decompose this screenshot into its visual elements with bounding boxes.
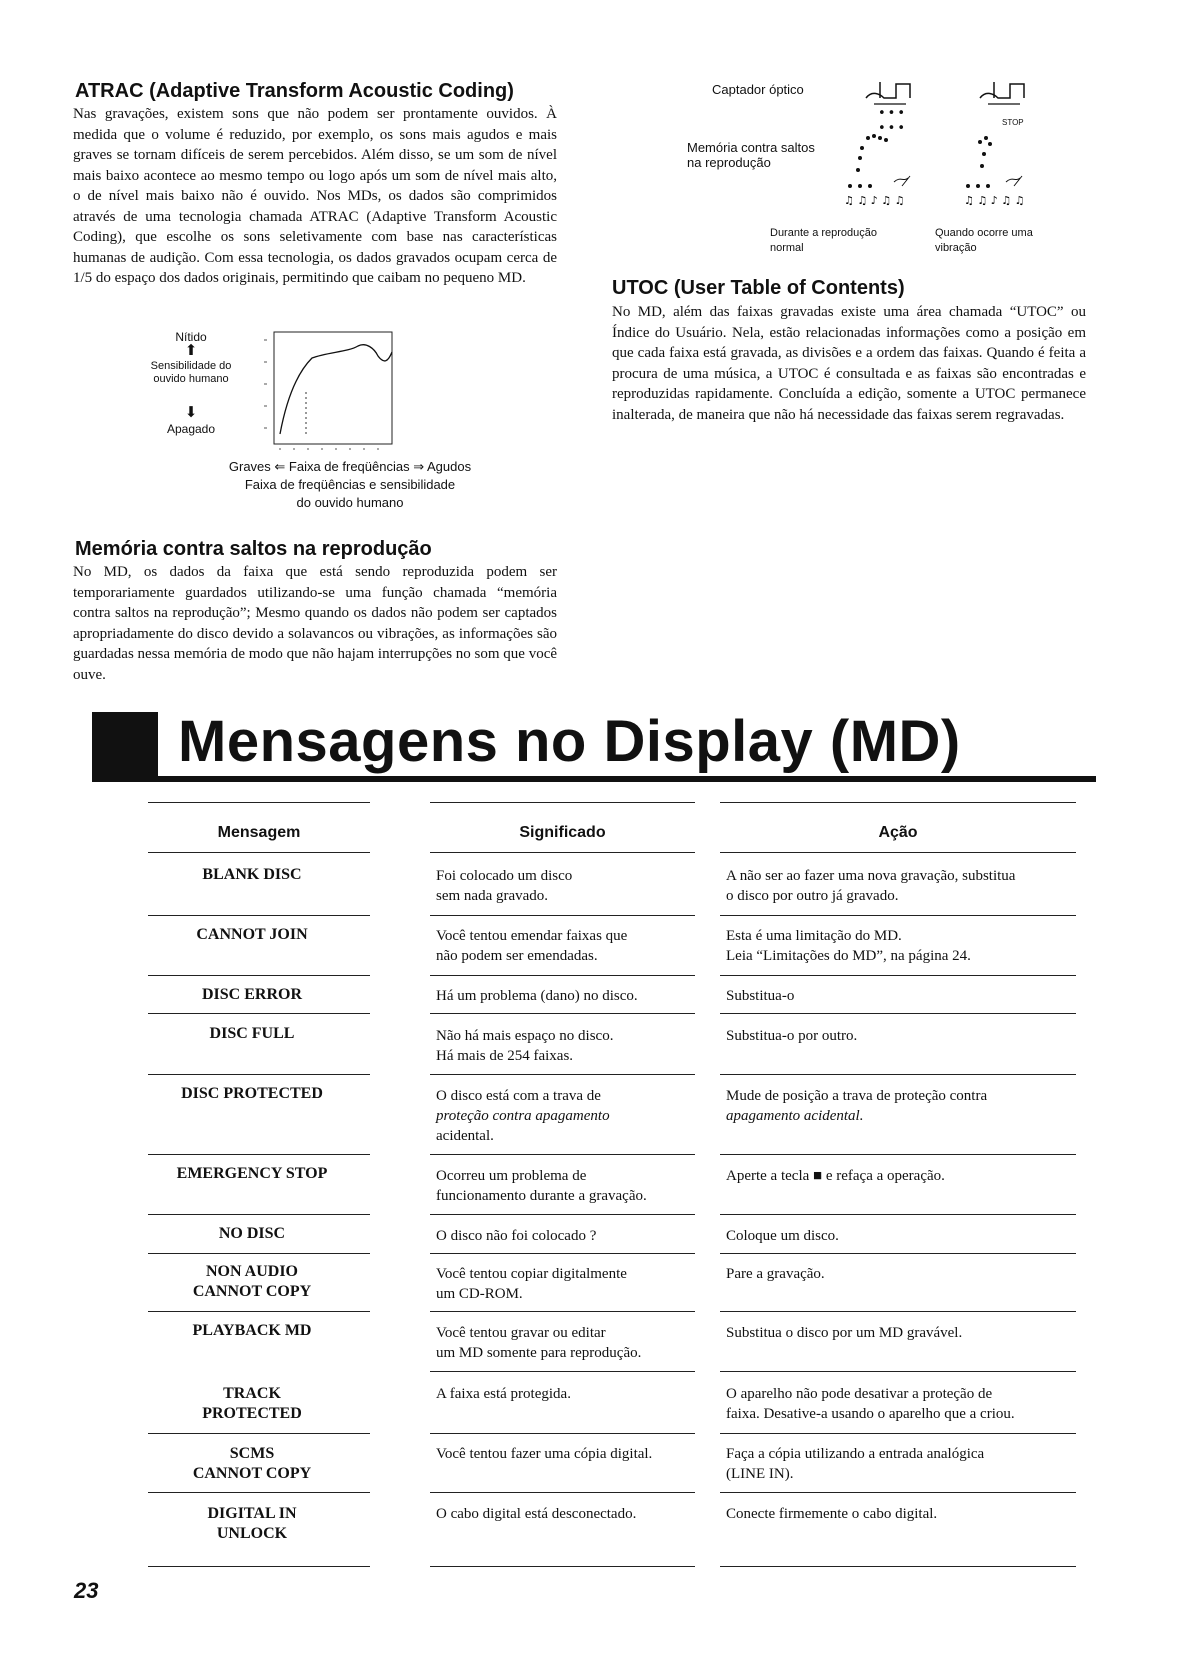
acao-line: Pare a gravação.: [726, 1266, 825, 1282]
header-rule: [430, 852, 695, 853]
table-row-message: NO DISC: [218, 1225, 286, 1242]
table-row-acao: [726, 1166, 1076, 1186]
row-rule: [720, 1433, 1076, 1434]
banner-block: [92, 712, 158, 778]
message-line: DIGITAL IN: [207, 1505, 297, 1522]
significado-line: Há um problema (dano) no disco.: [436, 988, 638, 1004]
acao-line: faixa. Desative-a usando o aparelho que a criou.: [726, 1406, 1015, 1422]
message-line: PROTECTED: [202, 1405, 302, 1422]
table-row-significado: [436, 1384, 694, 1404]
significado-line: Ocorreu um problema de: [436, 1168, 587, 1184]
row-rule: [148, 1253, 370, 1254]
row-rule: [148, 1214, 370, 1215]
row-rule: [148, 1433, 370, 1434]
row-rule: [720, 1013, 1076, 1014]
acao-line: Esta é uma limitação do MD.: [726, 928, 902, 944]
acao-line: Substitua-o: [726, 988, 795, 1004]
table-top-rule: [720, 802, 1076, 803]
caption-normal-1: Durante a reprodução: [770, 227, 878, 239]
optical-pickup-icon: [862, 74, 912, 108]
significado-line: O disco está com a trava de: [436, 1088, 601, 1104]
row-rule: [720, 1566, 1076, 1567]
table-row-message: DISC ERROR: [201, 986, 302, 1003]
significado-line: acidental.: [436, 1128, 494, 1144]
memory-label-1: Memória contra saltos: [687, 140, 815, 155]
acao-line: o disco por outro já gravado.: [726, 888, 899, 904]
buffer-normal-illustration: [838, 128, 948, 208]
row-rule: [430, 1154, 695, 1155]
row-rule: [148, 1074, 370, 1075]
acao-line: Substitua o disco por um MD gravável.: [726, 1325, 963, 1341]
table-row-significado: [436, 1086, 694, 1146]
row-rule: [720, 975, 1076, 976]
svg-text:♫ ♫ ♪ ♫ ♫: ♫ ♫ ♪ ♫ ♫: [844, 194, 905, 207]
row-rule: [720, 1492, 1076, 1493]
graph-frame: [274, 332, 392, 444]
header-rule: [720, 852, 1076, 853]
row-rule: [430, 1253, 695, 1254]
memory-dots-icon: ••• •••: [878, 106, 908, 136]
header-acao: Ação: [878, 824, 918, 841]
significado-line: sem nada gravado.: [436, 888, 549, 904]
message-line: CANNOT COPY: [192, 1283, 312, 1300]
significado-line: Foi colocado um disco: [436, 868, 573, 884]
table-top-rule: [148, 802, 370, 803]
table-row-message: DISC FULL: [209, 1025, 295, 1042]
row-rule: [430, 1566, 695, 1567]
memoria-title: Memória contra saltos na reprodução: [75, 538, 432, 560]
row-rule: [720, 1253, 1076, 1254]
row-rule: [430, 1311, 695, 1312]
banner-rule: [92, 776, 1096, 782]
table-row-message: [127, 1262, 377, 1302]
acao-line: Leia “Limitações do MD”, na página 24.: [726, 948, 971, 964]
row-rule: [148, 975, 370, 976]
row-rule: [720, 1214, 1076, 1215]
caption-vibration-1: Quando ocorre uma: [935, 227, 1033, 239]
acao-line: A não ser ao fazer uma nova gravação, substitua: [726, 868, 1016, 884]
table-row-significado: [436, 1026, 694, 1066]
acao-line: apagamento acidental.: [726, 1108, 864, 1124]
graph-x-axis: Graves ⇐ Faixa de freqüências ⇒ Agudos: [228, 459, 472, 474]
significado-line: Você tentou fazer uma cópia digital.: [436, 1446, 653, 1462]
table-row-acao: [726, 1026, 1076, 1046]
significado-line: não podem ser emendadas.: [436, 948, 598, 964]
header-mensagem: Mensagem: [217, 824, 301, 841]
graph-caption-2: do ouvido humano: [296, 495, 404, 510]
table-row-message: PLAYBACK MD: [192, 1322, 312, 1339]
table-row-acao: [726, 1384, 1076, 1424]
table-row-significado: [436, 1444, 694, 1464]
table-row-message: [127, 1504, 377, 1544]
acao-line: Aperte a tecla ■ e refaça a operação.: [726, 1168, 945, 1184]
significado-line: um MD somente para reprodução.: [436, 1345, 642, 1361]
sensitivity-curve: [280, 345, 392, 434]
table-row-significado: [436, 1323, 694, 1363]
table-row-significado: [436, 1166, 694, 1206]
table-row-significado: [436, 866, 694, 906]
graph-y-ticks: [264, 340, 267, 428]
significado-line: O cabo digital está desconectado.: [436, 1506, 637, 1522]
pickup-label: Captador óptico: [712, 82, 804, 97]
stop-label: STOP: [1002, 118, 1024, 127]
row-rule: [720, 1311, 1076, 1312]
memory-label-2: na reprodução: [687, 155, 771, 170]
utoc-body: No MD, além das faixas gravadas existe uma área chamada “UTOC” ou Índice do Usuário. Nela, estão relacionadas informações como a posição em que cada faixa está gravada, as divisões e a ordem das faixas. Quando é feita a procura de uma música, a UTOC é consultada e as faixas são encontradas e reproduzidas rapidamente. Concluída a edição, somente a UTOC permanece inalterada, de maneira que não há necessidade das faixas serem regravadas.: [612, 304, 1086, 423]
table-row-significado: [436, 1504, 694, 1524]
message-line: TRACK: [223, 1385, 281, 1402]
optical-pickup-icon: [976, 74, 1026, 108]
table-row-message: EMERGENCY STOP: [176, 1165, 328, 1182]
significado-line: um CD-ROM.: [436, 1286, 523, 1302]
caption-normal-2: normal: [770, 242, 804, 254]
significado-line: Você tentou copiar digitalmente: [436, 1266, 627, 1282]
row-rule: [430, 975, 695, 976]
arrow-up-icon: ⬆: [184, 342, 198, 359]
significado-line: Você tentou emendar faixas que: [436, 928, 628, 944]
graph-x-ticks: [280, 448, 378, 450]
significado-line: funcionamento durante a gravação.: [436, 1188, 647, 1204]
row-rule: [430, 915, 695, 916]
header-rule: [148, 852, 370, 853]
table-row-message: [127, 1384, 377, 1424]
significado-line: Você tentou gravar ou editar: [436, 1325, 606, 1341]
utoc-title: UTOC (User Table of Contents): [612, 277, 905, 299]
graph-label-nitido: Nítido: [175, 330, 207, 344]
atrac-body: Nas gravações, existem sons que não podem ser prontamente ouvidos. À medida que o volume é reduzido, por exemplo, os sons mais agudos e mais graves se tornam difíceis de serem percebidos. Além disso, se um som de nível mais baixo acontece ao mesmo tempo ou logo após um som de nível mais alto, o de nível mais baixo não é ouvido. Nos MDs, os dados são comprimidos através de uma tecnologia chamada ATRAC (Adaptive Transform Acoustic Coding), que escolhe os sons seletivamente com base nas características humanas de audição. Com essa tecnologia, os dados gravados ocupam cerca de 1/5 do espaço dos dados originais, permitindo que caibam no pequeno MD.: [73, 106, 557, 286]
table-row-significado: [436, 926, 694, 966]
row-rule: [720, 1154, 1076, 1155]
table-row-significado: [436, 1264, 694, 1304]
row-rule: [430, 1371, 695, 1372]
significado-line: Há mais de 254 faixas.: [436, 1048, 574, 1064]
graph-label-apagado: Apagado: [166, 422, 216, 436]
row-rule: [148, 1311, 370, 1312]
table-row-acao: [726, 1323, 1076, 1343]
table-row-acao: [726, 1226, 1076, 1246]
row-rule: [148, 1566, 370, 1567]
message-line: NON AUDIO: [205, 1263, 298, 1280]
table-row-acao: [726, 986, 1076, 1006]
graph-caption-1: Faixa de freqüências e sensibilidade: [244, 477, 456, 492]
row-rule: [148, 1154, 370, 1155]
buffer-vibration-illustration: [960, 128, 1070, 208]
row-rule: [148, 1013, 370, 1014]
table-row-message: BLANK DISC: [202, 866, 302, 883]
arrow-down-icon: ⬇: [184, 404, 198, 421]
atrac-title: ATRAC (Adaptive Transform Acoustic Coding): [75, 80, 514, 102]
caption-vibration-2: vibração: [935, 242, 977, 254]
significado-line: O disco não foi colocado ?: [436, 1228, 597, 1244]
significado-line: A faixa está protegida.: [436, 1386, 571, 1402]
row-rule: [430, 1074, 695, 1075]
significado-line: Não há mais espaço no disco.: [436, 1028, 614, 1044]
graph-label-sensibilidade: Sensibilidade do ouvido humano: [150, 360, 232, 385]
row-rule: [720, 1074, 1076, 1075]
svg-text:♫ ♫ ♪ ♫ ♫: ♫ ♫ ♪ ♫ ♫: [964, 194, 1025, 207]
acao-line: O aparelho não pode desativar a proteção de: [726, 1386, 993, 1402]
row-rule: [430, 1433, 695, 1434]
table-top-rule: [430, 802, 695, 803]
memoria-body: No MD, os dados da faixa que está sendo reproduzida podem ser temporariamente guardados utilizando-se uma função chamada “memória contra saltos na reprodução”; Mesmo quando os dados não podem ser captados apropriadamente do disco devido a solavancos ou vibrações, as informações são guardadas nessa memória de modo que não hajam interrupções no som que você ouve.: [73, 564, 558, 683]
table-row-acao: [726, 926, 1076, 966]
table-row-significado: [436, 986, 694, 1006]
row-rule: [430, 1214, 695, 1215]
table-row-message: [127, 1444, 377, 1484]
banner-title: Mensagens no Display (MD): [178, 709, 961, 774]
acao-line: Coloque um disco.: [726, 1228, 839, 1244]
table-row-acao: [726, 1444, 1076, 1484]
message-line: SCMS: [229, 1445, 275, 1462]
table-row-significado: [436, 1226, 694, 1246]
row-rule: [148, 1492, 370, 1493]
frequency-sensitivity-graph: [250, 322, 400, 454]
table-row-message: CANNOT JOIN: [196, 926, 308, 943]
row-rule: [148, 915, 370, 916]
row-rule: [720, 915, 1076, 916]
significado-line: proteção contra apagamento: [436, 1108, 610, 1124]
header-significado: Significado: [519, 824, 606, 841]
row-rule: [430, 1013, 695, 1014]
table-row-acao: [726, 1086, 1076, 1126]
acao-line: (LINE IN).: [726, 1466, 794, 1482]
table-row-acao: [726, 1504, 1076, 1524]
acao-line: Substitua-o por outro.: [726, 1028, 858, 1044]
table-row-acao: [726, 1264, 1076, 1284]
page-number: 23: [74, 1578, 99, 1603]
acao-line: Mude de posição a trava de proteção contra: [726, 1088, 988, 1104]
message-line: CANNOT COPY: [192, 1465, 312, 1482]
row-rule: [430, 1492, 695, 1493]
table-row-message: DISC PROTECTED: [181, 1085, 323, 1102]
acao-line: Conecte firmemente o cabo digital.: [726, 1506, 938, 1522]
acao-line: Faça a cópia utilizando a entrada analógica: [726, 1446, 985, 1462]
table-row-acao: [726, 866, 1076, 906]
row-rule: [720, 1371, 1076, 1372]
message-line: UNLOCK: [216, 1525, 288, 1542]
